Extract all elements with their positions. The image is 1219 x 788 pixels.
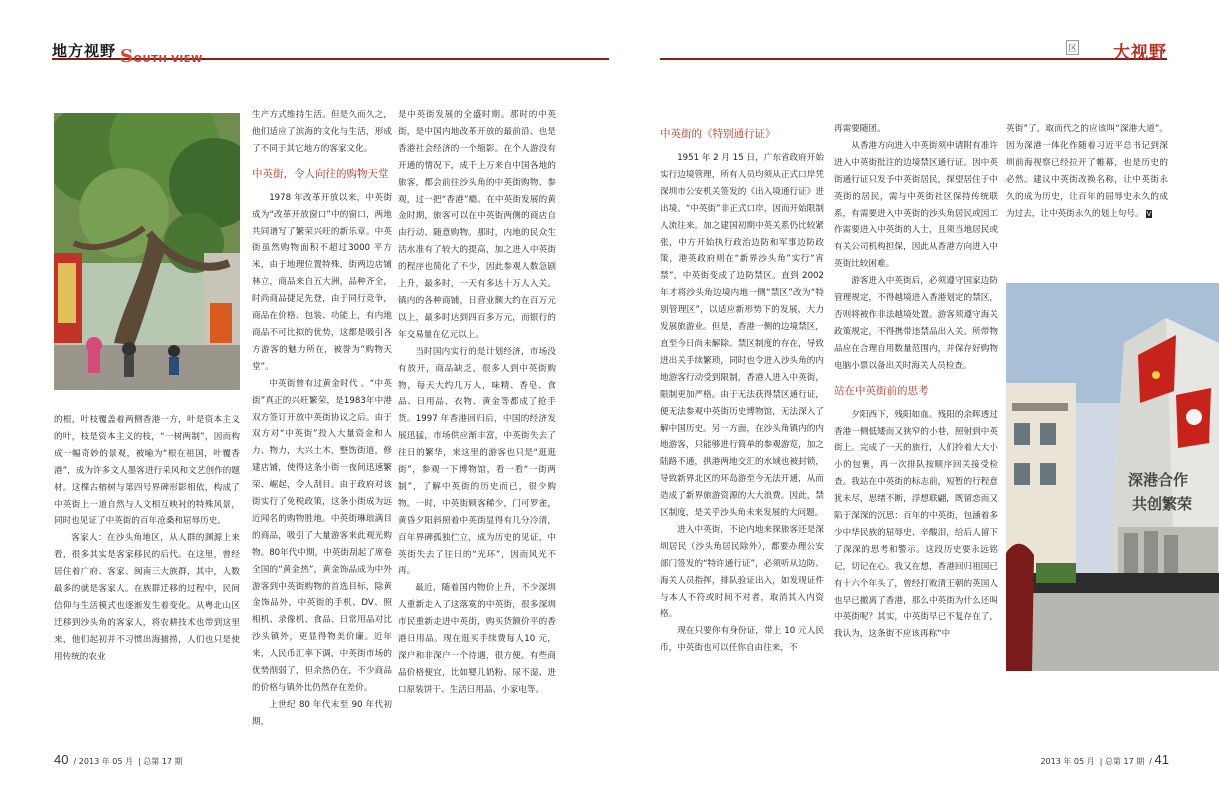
footer-right: 2013 年 05 月 | 总第 17 期 / 41 <box>1040 752 1169 767</box>
brand-mark: 区 <box>1066 40 1079 55</box>
column-5 <box>834 121 998 643</box>
issue-total: 总第 17 期 <box>143 757 183 766</box>
paragraph: 从香港方向进入中英街须申请附有准许进入中英街批注的边境禁区通行证。因中英街通行证只发予中英街居民，探望居住于中英街的居民，需与中英街社区保持传统联系，有需要进入中英街的沙头角居民或因工作需要进入中英街的人士，且须当地居民或有关公司机构担保，因此从香港方向进入中英街比较困难。 <box>834 140 998 270</box>
subheading: 中英街，令人向往的购物天堂 <box>252 167 389 180</box>
column-1 <box>54 412 240 666</box>
paragraph: 进入中英街，不论内地来探旅客还是深圳居民（沙头角居民除外），都要办理公安部门签发的“特许通行证”，必须听从边防、海关人员指挥，排队验证出入，如发现证件与本人不符或时间不对者，取消其入内资格。 <box>660 524 824 620</box>
footer-left: 40 / 2013 年 05 月 | 总第 17 期 <box>54 752 183 767</box>
issue-date: 2013 年 05 月 <box>78 757 133 766</box>
right-page <box>610 0 1219 788</box>
paragraph: 1951 年 2 月 15 日，广东省政府开始实行边境管理，所有人员均须从正式口岸凭深圳市公安机关签发的《出入境通行证》进出境。“中英街”非正式口岸，因而开始限制人流往来。加之建国初期中英关系仍比较紧张，中方开始执行政治边防和军事边防政策，港英政府则在“新界沙头角”实行“宵禁”，中英街变成了边防禁区。直到 2002 年才将沙头角边境内地一侧“禁区”改为“特别管理区”，以适应新形势下的发展，大力发展旅游业。但是，香港一侧的边境禁区，直至今日尚未解除。禁区制度的存在，导致进出关手续繁琐，同时也令进入沙头角的内地游客行动受到限制，香港人进入中英街，限制更加严格。由于无法获得禁区通行证，便无法参观中英街历史博物馆，无法深入了解中国历史。另一方面，在沙头角镇内的内地游客，只能够进行简单的参观游览，加之陆路不通，拱港两地交汇的水域也被封锁，导致新界北区的环岛游至今无法开通，从而造成了新界旅游资源的大大浪费。因此，禁区制度，是关乎沙头角未来发展的大问题。 <box>660 153 824 519</box>
issue-total: 总第 17 期 <box>1104 757 1145 766</box>
paragraph: 夕阳西下，残阳如血。残阳的余晖透过香港一侧低矮而又狭窄的小巷，照射到中英街上。完成了一天的旅行，人们拎着大大小小的包裹，再一次排队按顺序回关接受检查。我站在中英街的标志前，短暂的行程意犹未尽，思绪不断，浮想联翩，既留恋而又陷于深深的沉思：百年的中英街，包涵着多少中华民族的屈辱史、辛酸泪，给后人留下了深深的思考和警示。这段历史要永远铭记，切记在心。我又在想，香港回归祖国已有十六个年头了，曾经打败清王朝的英国人也早已撤离了香港，那么中英街为什么还叫中英街呢？其实，中英街早已不复存在了，我认为，这条街不应该再称“中 <box>834 409 998 640</box>
paragraph: 1978 年改革开放以来，中英街成为“改革开放窗口”中的窗口，两地共同谱写了繁荣兴旺的新乐章。中英街虽然购物面积不超过3000 平方米，由于地理位置特殊，街两边店铺林立，商品来自五大洲，品种齐全，时尚商品捷足先登，由于同行竞争，商品在价格、包装、功能上，有内地商品不可比拟的优势，这都是吸引各方游客的魅力所在，被誉为“购物天堂”。 <box>252 192 392 372</box>
paragraph: 生产方式维持生活。但是久而久之，他们适应了滨海的文化与生活，形成了不同于其它地方的客家文化。 <box>252 110 392 154</box>
paragraph: 最近，随着国内物价上升，不少深圳人重新走入了这落寞的中英街，很多深圳市民重新走进中英街，购买货额价平的香港日用品。现在逛买手续费每人10 元，深户和非深户一个待遇，很方便。有些商品价格便宜，比如婴儿奶粉、尿不湿、进口原装饼干、生活日用品、小家电等。 <box>398 583 556 695</box>
issue-date: 2013 年 05 月 <box>1040 757 1095 766</box>
paragraph: 客家人：在沙头角地区，从人群的渊源上来看，很多其实是客家移民的后代。在这里，曾经居住着广府、客家、闽南三大族群，其中，人数最多的就是客家人。在族群迁移的过程中，民间信仰与生活模式也逐渐发生着变化。从粤北山区迁移到沙头角的客家人，将农耕技术也带到这里来，他们起初并不习惯出海捕捞，人们也只是使用传统的农业 <box>54 533 240 662</box>
column-4 <box>660 118 824 657</box>
section-title-left: 地方视野 <box>52 42 117 60</box>
monument-photo <box>1006 283 1219 671</box>
column-2 <box>252 107 392 731</box>
subheading: 中英街的《特别通行证》 <box>660 128 776 140</box>
column-6 <box>1006 121 1168 222</box>
paragraph: 当时国内实行的是计划经济，市场没有放开，商品缺乏，很多人到中英街购物，每天大约几万人，味精、香皂、食品、日用品、衣物、黄金等都成了抢手货。1997 年香港回归后，中国的经济发展迅猛，市场供应渐丰富，中英街失去了往日的繁华，来这里的游客也只是“逛逛街”，参观一下博物馆，看一看“一街两制”，了解中英街的历史而已，很少购物。一时，中英街顾客稀少，门可罗雀，黄昏夕阳斜照着中英街显得有几分冷清，百年界碑孤独伫立，成为历史的见证，中英街失去了往日的“光环”，因而风光不再。 <box>398 346 556 577</box>
paragraph: 英街”了，取而代之的应该叫“深港大道”。因为深港一体化作随着习近平总书记到深圳前海视察已经拉开了帷幕，也是历史的必然。建议中英街改换名称，让中英街永久的成为历史，让百年的屈辱史永久的成为过去，让中英街永久的划上句号。 V <box>1006 124 1168 219</box>
section-title-right: 大视野 <box>1113 43 1167 63</box>
subheading: 站在中英街前的思考 <box>834 384 929 397</box>
paragraph: 再需要随团。 <box>834 124 886 134</box>
column-3 <box>398 107 556 699</box>
paragraph: 游客进入中英街后，必须遵守国家边防管理规定，不得越境进入香港划定的禁区，否则将被作非法越境处置。游客须遵守海关政策规定，不得携带违禁品出入关。所带物品应在合理自用数量范围内，并保存好购物电脑小票以备出关时海关人员检查。 <box>834 276 998 371</box>
monument-inscription-1: 深港合作 <box>1128 471 1189 489</box>
monument-inscription-2: 共创繁荣 <box>1132 495 1193 513</box>
paragraph: 是中英街发展的全盛时期。那时的中英街，是中国内地改革开放的最前沿、也是香港社会经济的一个缩影。在个人游没有开通的情况下，成千上万来自中国各地的旅客，都会前往沙头角的中英街购物、参观，过一把“香港”瘾。在中英街发展的黄金时期，旅客可以在中英街两侧的商店自由行动、随意购物。那时，内地的民众生活水准有了较大的提高，加之进入中英街的程序也简化了不少，因此参观人数急剧上升，最多时，一天有多达十万人入关。镇内的各种商铺，日营业额大约在百万元以上，最多时达到四百多万元，而银行的年交易量在亿元以上。 <box>398 110 556 340</box>
paragraph: 现在只要你有身份证，带上 10 元人民币，中英街也可以任你自由往来，不 <box>660 626 824 654</box>
header-rule-right <box>660 58 1167 60</box>
paragraph: 的根，叶枝覆盖着两侧香港一方，叶是资本主义的叶，枝是资本主义的枝，“一树两制”，因而构成一幅奇妙的景观，被喻为“根在祖国，叶覆香港”，成为许多文人墨客进行采风和文艺创作的题材。这棵古榕树与第四号界碑形影相依，构成了中英街上一道自然与人文相互映衬的特殊风景，同时也见证了中英街的百年沧桑和屈辱历史。 <box>54 415 240 527</box>
paragraph: 上世纪 80 年代末至 90 年代初期， <box>252 699 392 727</box>
section-subtitle-left: SOUTH VIEW <box>120 46 203 67</box>
banyan-tree-photo <box>54 113 240 390</box>
page-number: 41 <box>1154 752 1169 767</box>
left-page <box>0 0 609 788</box>
page-number: 40 <box>54 752 69 767</box>
paragraph: 中英街曾有过黄金时代 。“中英街”真正的兴旺繁荣，是1983年中港双方签订开放中英街协议之后。由于双方对“中英街”投入大量资金和人力、物力，大兴土木，整饬街道，修建店铺，使得这条小街一夜间迅速繁荣、崛起，令人刮目。由于政府对该街实行了免税政策，这条小街成为远近闻名的购物胜地。中英街琳琅满目的商品，吸引了大量游客来此观光购物。80年代中期，中英街刮起了席卷全国的“黄金热”，黄金饰品成为中外游客到中英街购物的首选目标，除黄金饰品外，中英街的手机、DV、照相机、录像机、食品、日常用品对比沙头镇外，更显得物美价廉。近年来，人民币汇率下调，中英街市场的优势削弱了，但余热仍在，不少商品的价格与镇外比仍然存在差价。 <box>252 378 392 693</box>
end-mark: V <box>1146 209 1152 218</box>
